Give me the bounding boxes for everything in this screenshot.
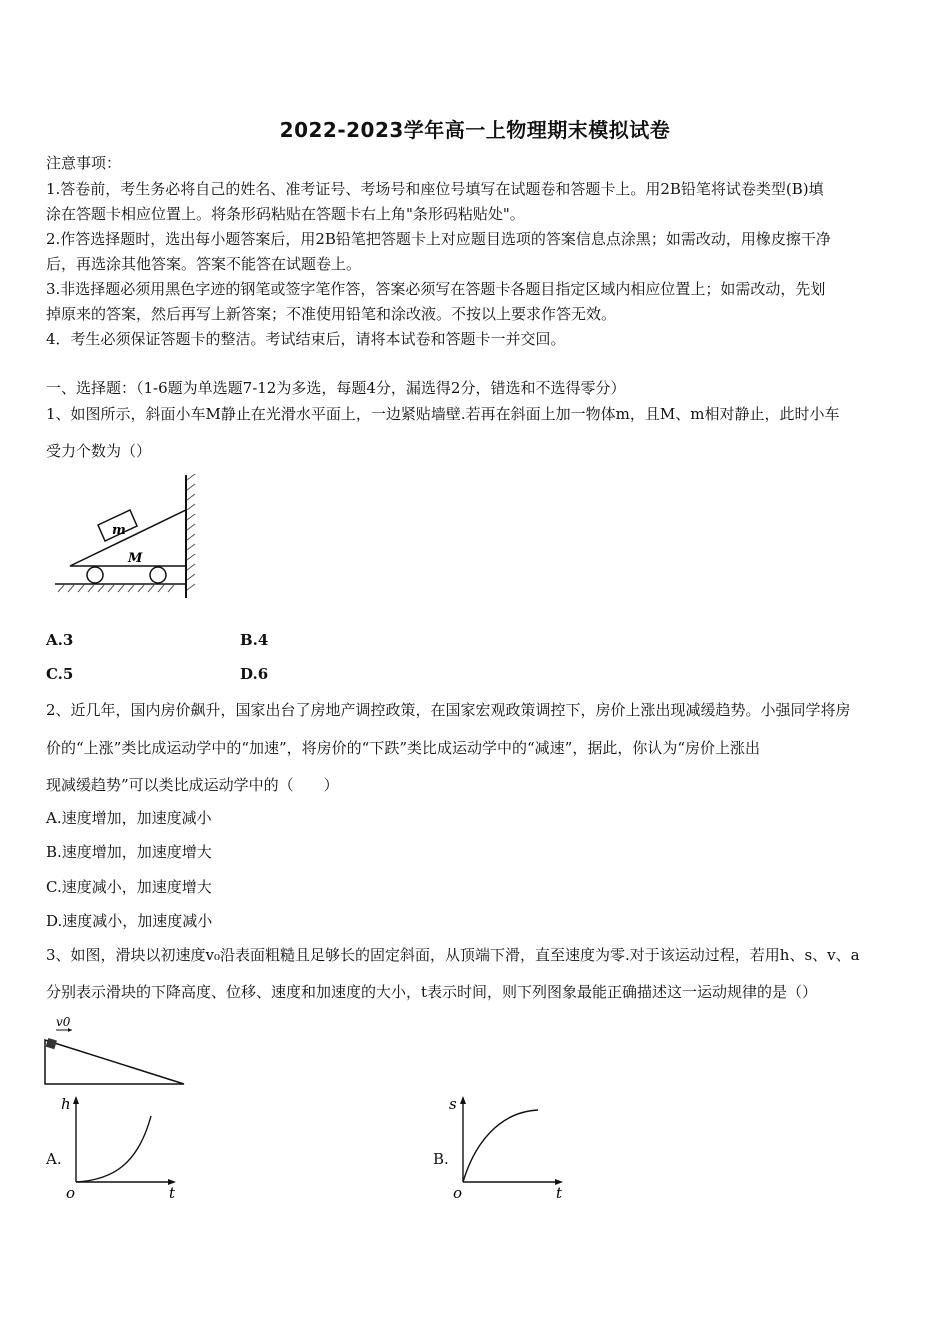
q1-option-b: B.4 bbox=[240, 631, 269, 649]
q2-option-b: B.速度增加，加速度增大 bbox=[46, 843, 212, 861]
q1-option-d: D.6 bbox=[240, 665, 269, 683]
q2-option-a: A.速度增加，加速度减小 bbox=[46, 809, 212, 827]
q3-option-a: A. bbox=[46, 1150, 62, 1168]
notice-line: 后，再选涂其他答案。答案不能答在试题卷上。 bbox=[46, 255, 362, 273]
q2-option-d: D.速度减小，加速度减小 bbox=[46, 912, 213, 930]
q2-option-c: C.速度减小，加速度增大 bbox=[46, 878, 212, 896]
q3-stem: 3、如图，滑块以初速度v₀沿表面粗糙且足够长的固定斜面，从顶端下滑，直至速度为零.对于该运动过程，若用h、s、v、a bbox=[46, 946, 860, 964]
q3-graph-b bbox=[445, 1092, 575, 1202]
q2-stem: 价的“上涨”类比成运动学中的“加速”，将房价的“下跌”类比成运动学中的“减速”，据此，你认为“房价上涨出 bbox=[46, 739, 761, 757]
q2-stem: 现减缓趋势”可以类比成运动学中的（ ） bbox=[46, 776, 339, 794]
notice-line: 掉原来的答案，然后再写上新答案；不准使用铅笔和涂改液。不按以上要求作答无效。 bbox=[46, 305, 617, 323]
q1-option-c: C.5 bbox=[46, 665, 74, 683]
q3-incline-figure bbox=[44, 1012, 190, 1088]
q3-graph-a bbox=[58, 1092, 188, 1202]
notice-line: 2.作答选择题时，选出每小题答案后，用2B铅笔把答题卡上对应题目选项的答案信息点涂黑；如需改动，用橡皮擦干净 bbox=[46, 230, 831, 248]
notice-line: 涂在答题卡相应位置上。将条形码粘贴在答题卡右上角"条形码粘贴处"。 bbox=[46, 205, 525, 223]
notice-line: 4．考生必须保证答题卡的整洁。考试结束后，请将本试卷和答题卡一并交回。 bbox=[46, 330, 566, 348]
section-heading: 一、选择题：（1-6题为单选题7-12为多选，每题4分，漏选得2分，错选和不选得零分） bbox=[46, 379, 626, 397]
graph-a-ylabel: h bbox=[61, 1095, 71, 1113]
graph-b-ylabel: s bbox=[449, 1095, 457, 1113]
q1-stem: 受力个数为（） bbox=[46, 442, 152, 460]
notice-line: 3.非选择题必须用黑色字迹的钢笔或签字笔作答，答案必须写在答题卡各题目指定区域内相应位置上；如需改动，先划 bbox=[46, 280, 826, 298]
graph-b-origin: o bbox=[453, 1184, 463, 1202]
q3-v0-label: v0 bbox=[56, 1015, 71, 1029]
q3-option-b: B. bbox=[433, 1150, 449, 1168]
graph-b-xlabel: t bbox=[556, 1184, 563, 1202]
q1-stem: 1、如图所示，斜面小车M静止在光滑水平面上，一边紧贴墙壁.若再在斜面上加一物体m，且M、m相对静止，此时小车 bbox=[46, 405, 840, 423]
q1-label-M: M bbox=[128, 551, 143, 566]
q3-stem: 分别表示滑块的下降高度、位移、速度和加速度的大小，t表示时间，则下列图象最能正确描述这一运动规律的是（） bbox=[46, 983, 818, 1001]
notice-line: 1.答卷前，考生务必将自己的姓名、准考证号、考场号和座位号填写在试题卷和答题卡上。用2B铅笔将试卷类型(B)填 bbox=[46, 180, 824, 198]
q1-incline-figure bbox=[50, 470, 210, 610]
q1-label-m: m bbox=[112, 523, 126, 538]
q2-stem: 2、近几年，国内房价飙升，国家出台了房地产调控政策，在国家宏观政策调控下，房价上涨出现减缓趋势。小强同学将房 bbox=[46, 701, 851, 719]
graph-a-xlabel: t bbox=[169, 1184, 176, 1202]
notice-heading: 注意事项： bbox=[46, 154, 122, 172]
graph-a-origin: o bbox=[66, 1184, 76, 1202]
q1-option-a: A.3 bbox=[46, 631, 74, 649]
page-title: 2022-2023学年高一上物理期末模拟试卷 bbox=[279, 118, 671, 142]
